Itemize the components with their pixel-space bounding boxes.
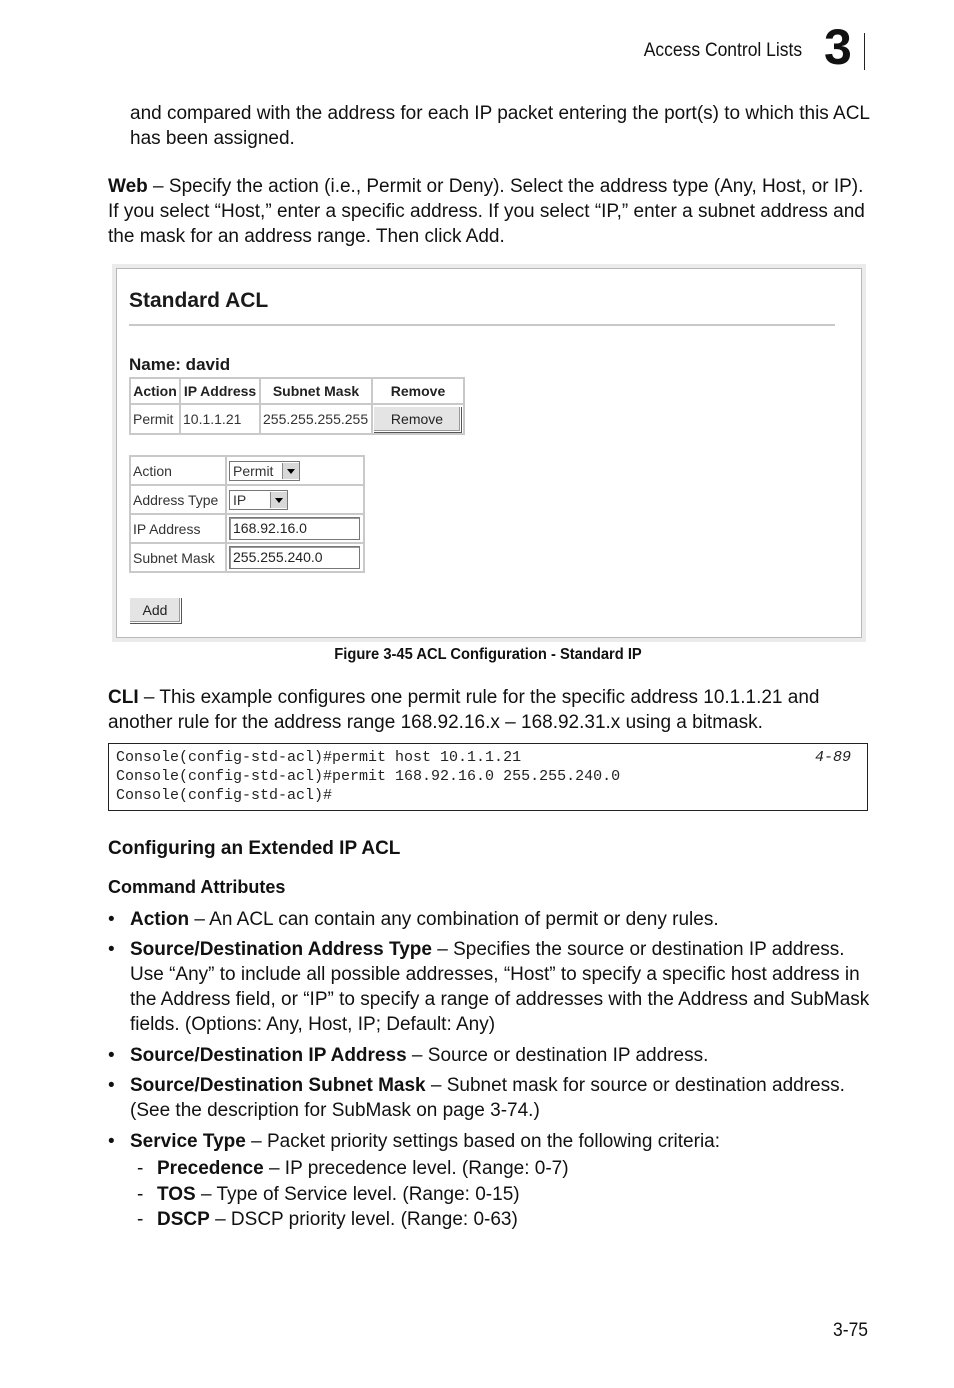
acl-name-label: Name: david (129, 355, 231, 374)
screenshot-panel (116, 268, 862, 638)
table-row (130, 404, 464, 434)
bullet-mark: • (108, 939, 115, 960)
add-rule-form (129, 455, 365, 573)
bullet-mark: • (108, 1045, 115, 1066)
standard-acl-screenshot (112, 264, 866, 642)
bullet-term: Source/Destination Subnet Mask (130, 1075, 426, 1096)
figure-caption: Figure 3-45 ACL Configuration - Standard IP (334, 646, 642, 663)
col-ip-address: IP Address (180, 378, 260, 404)
address-type-label: Address Type (130, 485, 226, 514)
web-lead: Web (108, 176, 148, 197)
command-page-ref: 4-89 (814, 749, 851, 766)
sub-text: – Type of Service level. (Range: 0-15) (195, 1184, 520, 1205)
web-text: – Specify the action (i.e., Permit or Deny). Select the address type (Any, Host, or IP). If you select “Host,” enter a specific address. If you select “IP,” enter a subnet address and the mask for an address range. Then click Add. (108, 176, 865, 247)
dash-mark: - (137, 1209, 144, 1230)
page-number: 3-75 (833, 1320, 868, 1341)
col-subnet-mask: Subnet Mask (260, 378, 372, 404)
bullet-text: – Source or destination IP address. (406, 1045, 709, 1066)
chevron-down-icon (270, 492, 287, 508)
bullet-text: – Specifies the source or destination IP address. Use “Any” to include all possible addresses, “Host” to specify a specific host address in the Address field, or “IP” to specify a range of addresses with the Address and SubMask fields. (Options: Any, Host, IP; Default: Any) (130, 939, 870, 1035)
web-paragraph (108, 174, 870, 249)
screenshot-title: Standard ACL (129, 289, 269, 312)
row-mask: 255.255.255.255 (260, 404, 372, 434)
subnet-mask-label: Subnet Mask (130, 543, 226, 572)
cli-text: – This example configures one permit rule for the specific address 10.1.1.21 and another rule for the address range 168.92.16.x – 168.92.31.x using a bitmask. (108, 687, 820, 733)
remove-button[interactable]: Remove (373, 406, 461, 432)
action-label: Action (130, 456, 226, 485)
bullet-text: – Subnet mask for source or destination address. (See the description for SubMask on page 3-74.) (130, 1075, 845, 1121)
code-line: Console(config-std-acl)#permit 168.92.16.0 255.255.240.0 (116, 768, 621, 785)
code-line: Console(config-std-acl)#permit host 10.1.1.21 (116, 749, 522, 766)
address-type-select[interactable] (229, 490, 288, 510)
ip-address-input[interactable]: 168.92.16.0 (229, 517, 360, 540)
sub-text: – DSCP priority level. (Range: 0-63) (209, 1209, 518, 1230)
dash-mark: - (137, 1158, 144, 1179)
add-button[interactable]: Add (129, 597, 181, 623)
cli-code-block (108, 743, 868, 811)
sub-term: Precedence (157, 1158, 264, 1179)
acl-rules-table (129, 377, 465, 435)
chevron-down-icon (282, 463, 299, 479)
bullet-text: – An ACL can contain any combination of permit or deny rules. (189, 909, 719, 930)
sub-text: – IP precedence level. (Range: 0-7) (263, 1158, 569, 1179)
bullet-term: Source/Destination IP Address (130, 1045, 407, 1066)
bullet-mark: • (108, 1075, 115, 1096)
row-ip: 10.1.1.21 (180, 404, 260, 434)
action-select[interactable] (229, 461, 300, 481)
cli-paragraph (108, 685, 870, 735)
bullet-mark: • (108, 909, 115, 930)
bullet-term: Service Type (130, 1131, 246, 1152)
address-type-select-value: IP (233, 491, 247, 508)
bullet-term: Action (130, 909, 190, 930)
title-rule (129, 324, 835, 326)
col-action: Action (130, 378, 180, 404)
bullet-text: – Packet priority settings based on the following criteria: (245, 1131, 721, 1152)
ip-address-label: IP Address (130, 514, 226, 543)
code-line: Console(config-std-acl)# (116, 787, 333, 804)
cli-lead: CLI (108, 687, 139, 708)
sub-term: TOS (157, 1184, 196, 1205)
bullet-mark: • (108, 1131, 115, 1152)
table-header-row (130, 378, 464, 404)
chapter-divider (864, 33, 865, 70)
running-header: Access Control Lists (643, 40, 802, 61)
sub-term: DSCP (157, 1209, 210, 1230)
subheading: Command Attributes (108, 877, 286, 897)
action-select-value: Permit (233, 462, 274, 479)
bullet-term: Source/Destination Address Type (130, 939, 432, 960)
chapter-number: 3 (824, 19, 852, 75)
section-heading: Configuring an Extended IP ACL (108, 838, 401, 859)
subnet-mask-input[interactable]: 255.255.240.0 (229, 546, 360, 569)
row-action: Permit (130, 404, 180, 434)
intro-paragraph: and compared with the address for each IP packet entering the port(s) to which this ACL has been assigned. (130, 103, 870, 149)
dash-mark: - (137, 1184, 144, 1205)
col-remove: Remove (372, 378, 464, 404)
